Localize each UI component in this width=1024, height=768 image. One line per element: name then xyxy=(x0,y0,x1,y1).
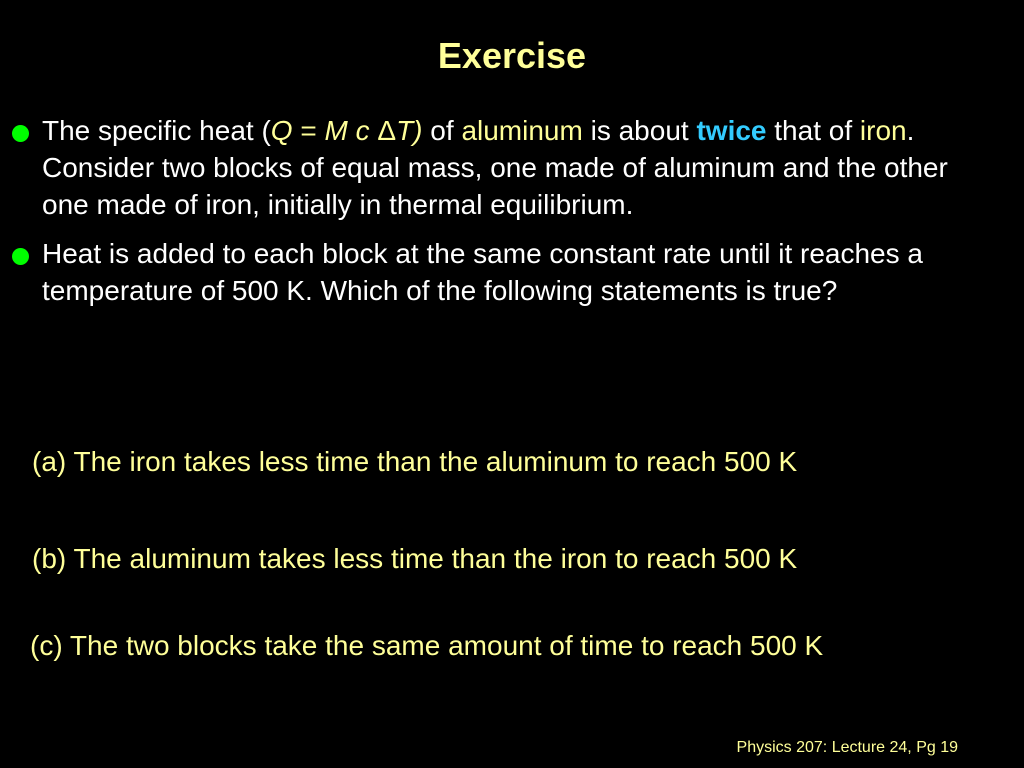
formula-mc: M c xyxy=(324,115,378,146)
bullet-text-that-of: that of xyxy=(766,115,860,146)
formula-q: Q xyxy=(270,115,293,146)
slide-title: Exercise xyxy=(437,35,587,76)
option-a[interactable]: (a) The iron takes less time than the aluminum to reach 500 K xyxy=(32,446,798,477)
bullet-list xyxy=(12,112,1002,321)
slide-footer: Physics 207: Lecture 24, Pg 19 xyxy=(736,739,958,756)
option-b[interactable]: (b) The aluminum takes less time than the iron to reach 500 K xyxy=(32,543,798,574)
bullet-text-of: of xyxy=(422,115,462,146)
green-dot-icon xyxy=(12,125,29,142)
option-c[interactable]: (c) The two blocks take the same amount of time to reach 500 K xyxy=(30,630,824,661)
green-dot-icon xyxy=(12,248,29,265)
word-iron: iron xyxy=(859,115,907,146)
bullet-text-heat: Heat is added to each block at the same constant rate until it reaches a temperature of 500 K. Which of the following statements is true? xyxy=(42,238,923,306)
formula-delta: Δ xyxy=(377,115,397,146)
bullet-text-consider: . Consider two blocks of equal mass, one made of aluminum and the other one made of iron, initially in thermal equilibrium. xyxy=(42,115,948,220)
word-twice: twice xyxy=(696,115,767,146)
bullet-text-is-about: is about xyxy=(582,115,697,146)
bullet-specific-heat xyxy=(12,112,1002,223)
formula-t: T) xyxy=(396,115,423,146)
formula-equals: = xyxy=(292,115,325,146)
word-aluminum: aluminum xyxy=(461,115,583,146)
bullet-text-intro: The specific heat ( xyxy=(42,115,271,146)
bullet-heat-added xyxy=(12,235,1002,309)
